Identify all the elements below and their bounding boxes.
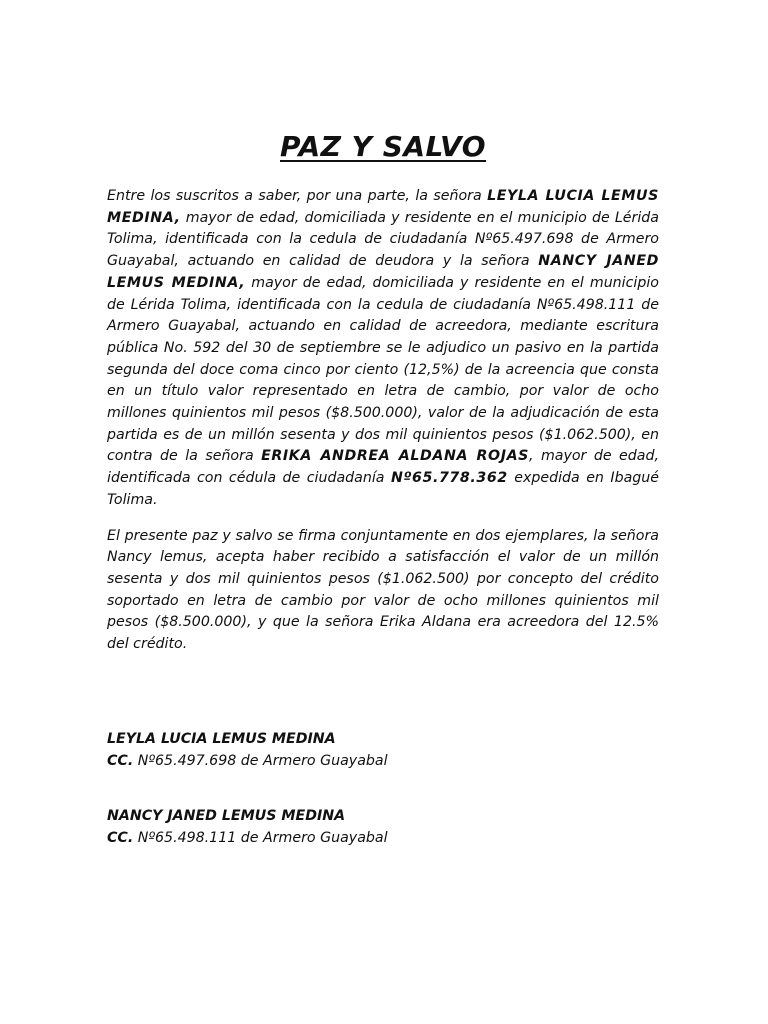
paragraph-intro	[107, 186, 659, 512]
cc-number: Nº65.497.698 de Armero Guayabal	[133, 752, 388, 769]
signature-block-debtor	[107, 729, 507, 772]
paragraph-intro-text-4: , mayor de edad, identificada con cédula de ciudadanía	[107, 448, 659, 487]
third-party-id-bold: Nº65.778.362	[390, 470, 508, 487]
signature-id	[107, 753, 388, 769]
cc-label: CC.	[107, 752, 134, 769]
paragraph-intro-text-5: expedida en Ibagué Tolima.	[107, 470, 659, 508]
creditor-name-bold: NANCY JANED LEMUS MEDINA,	[107, 253, 659, 291]
debtor-name-bold: LEYLA LUCIA LEMUS MEDINA,	[107, 188, 659, 226]
third-party-name-bold: ERIKA ANDREA ALDANA ROJAS	[261, 448, 529, 465]
paragraph-intro-text-1: Entre los suscritos a saber, por una parte, la señora	[107, 188, 488, 204]
signature-id	[107, 830, 388, 846]
cc-label: CC.	[107, 829, 134, 846]
paragraph-intro-text-2: mayor de edad, domiciliada y residente en el municipio de Lérida Tolima, identificada con la cedula de ciudadanía Nº65.497.698 de Armero Guayabal, actuando en calidad de deudora y la señora	[107, 209, 659, 270]
document-body	[107, 128, 659, 656]
signature-name: NANCY JANED LEMUS MEDINA	[107, 808, 346, 824]
paragraph-intro-text-3: mayor de edad, domiciliada y residente en el municipio de Lérida Tolima, identificada con la cedula de ciudadanía Nº65.498.111 de Armero Guayabal, actuando en calidad de acreedora, mediante escritura pública No. 592 del 30 de septiembre se le adjudico un pasivo en la partida segunda del doce coma cinco por ciento (12,5%) de la acreencia que consta en un título valor representado en letra de cambio, por valor de ocho millones quinientos mil pesos ($8.500.000), valor de la adjudicación de esta partida es de un millón sesenta y dos mil quinientos pesos ($1.062.500), en contra de la señora	[107, 274, 659, 465]
paragraph-agreement: El presente paz y salvo se firma conjuntamente en dos ejemplares, la señora Nancy lemus, acepta haber recibido a satisfacción el valor de un millón sesenta y dos mil quinientos pesos ($1.062.500) por concepto del crédito soportado en letra de cambio por valor de ocho millones quinientos mil pesos ($8.500.000), y que la señora Erika Aldana era acreedora del 12.5% del crédito.	[107, 527, 659, 653]
signature-name: LEYLA LUCIA LEMUS MEDINA	[107, 731, 336, 747]
cc-number: Nº65.498.111 de Armero Guayabal	[133, 829, 388, 846]
document-title: PAZ Y SALVO	[280, 130, 486, 163]
signature-block-creditor	[107, 806, 507, 849]
